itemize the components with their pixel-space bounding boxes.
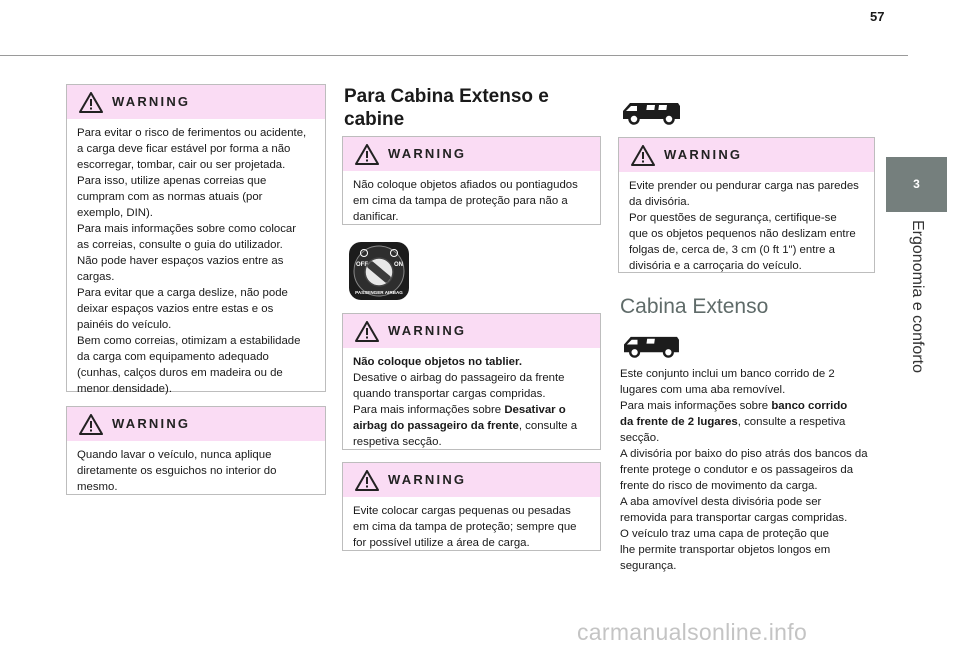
text-line: secção. (620, 432, 660, 444)
warning-box-dashboard (342, 313, 601, 450)
text-line: A divisória por baixo do piso atrás dos bancos da (620, 448, 868, 460)
reference-link-text: Desativar o (504, 404, 566, 416)
header-divider (0, 55, 908, 56)
warning-box-load-stability (66, 84, 326, 395)
text-line: Desative o airbag do passageiro da frente (353, 372, 565, 384)
text-line: quando transportar cargas compridas. (353, 388, 546, 400)
warning-text (619, 172, 874, 280)
warning-title: WARNING (388, 472, 467, 487)
warning-triangle-icon (355, 470, 379, 491)
van-extenso-icon (620, 332, 682, 359)
text-line: Não coloque objetos afiados ou pontiagudos (353, 179, 578, 191)
text-line: A aba amovível desta divisória pode ser (620, 496, 822, 508)
title-line: cabine (344, 109, 405, 130)
text-line: frente do risco de movimento da carga. (620, 480, 818, 492)
text-line: segurança. (620, 560, 677, 572)
warning-header (343, 314, 600, 348)
section-title-cabine (344, 85, 549, 131)
airbag-off-label: OFF (356, 262, 368, 268)
text-span: Para mais informações sobre (353, 404, 505, 416)
title-line: Para Cabina Extenso e (344, 86, 549, 107)
watermark: carmanualsonline.info (577, 619, 808, 645)
reference-link-text: banco corrido (771, 400, 848, 412)
warning-title: WARNING (112, 94, 191, 109)
text-line: Para evitar que a carga deslize, não pode (77, 287, 288, 299)
text-line: escorregar, tombar, cair ou ser projetada. (77, 159, 286, 171)
text-line: Por questões de segurança, certifique-se (629, 212, 837, 224)
text-line: painéis do veículo. (77, 319, 172, 331)
warning-triangle-icon (355, 144, 379, 165)
warning-triangle-icon (355, 321, 379, 342)
text-line (620, 398, 882, 414)
warning-text (343, 497, 600, 557)
warning-text (343, 348, 600, 456)
section-title-cabina-extenso: Cabina Extenso (620, 295, 769, 318)
text-line: Para evitar o risco de ferimentos ou acidente, (77, 127, 307, 139)
text-line: cargas. (77, 271, 115, 283)
warning-triangle-icon (79, 414, 103, 435)
text-line: Para isso, utilize apenas correias que (77, 175, 267, 187)
text-line: a carga deve ficar estável por forma a não (77, 143, 291, 155)
text-line: Evite colocar cargas pequenas ou pesadas (353, 505, 571, 517)
warning-box-partition (618, 137, 875, 273)
warning-text (67, 441, 325, 501)
warning-triangle-icon (631, 145, 655, 166)
text-line (353, 418, 591, 434)
text-line: menor densidade). (77, 383, 172, 395)
chapter-label: Ergonomia e conforto (908, 220, 926, 373)
text-line: removida para transportar cargas compridas. (620, 512, 848, 524)
airbag-on-label: ON (394, 262, 403, 268)
passenger-airbag-switch-icon (348, 241, 410, 301)
reference-link-text: da frente de 2 lugares (620, 416, 738, 428)
text-line: (cunhas, calços duros em madeira ou de (77, 367, 283, 379)
van-cabine-icon (620, 98, 682, 126)
text-line: lhe permite transportar objetos longos em (620, 544, 831, 556)
text-line: respetiva secção. (353, 436, 442, 448)
page-number: 57 (870, 9, 885, 24)
reference-link-text: airbag do passageiro da frente (353, 420, 519, 432)
text-line: mesmo. (77, 481, 118, 493)
text-line (620, 414, 882, 430)
warning-header (343, 463, 600, 497)
text-line: exemplo, DIN). (77, 207, 153, 219)
text-line: Não coloque objetos no tablier. (353, 356, 522, 368)
text-span: , consulte a respetiva (737, 416, 846, 428)
text-line (353, 402, 591, 418)
text-line: que os objetos pequenos não deslizam entre (629, 228, 856, 240)
warning-header (619, 138, 874, 172)
text-line: folgas de, cerca de, 3 cm (0 ft 1") entre a (629, 244, 836, 256)
warning-text (343, 171, 600, 231)
warning-header (67, 407, 325, 441)
text-line: as correias, consulte o guia do utilizador. (77, 239, 283, 251)
warning-text (67, 119, 325, 403)
warning-box-sharp-objects (342, 136, 601, 225)
text-line: em cima da tampa de proteção; sempre que (353, 521, 577, 533)
text-line: O veículo traz uma capa de proteção que (620, 528, 829, 540)
text-span: Para mais informações sobre (620, 400, 772, 412)
warning-box-washing (66, 406, 326, 495)
text-line: Não pode haver espaços vazios entre as (77, 255, 284, 267)
text-line: Para mais informações sobre como colocar (77, 223, 297, 235)
text-line: diretamente os esguichos no interior do (77, 465, 277, 477)
text-line: divisória e a carroçaria do veículo. (629, 260, 802, 272)
text-line: Este conjunto inclui um banco corrido de 2 (620, 368, 835, 380)
chapter-tab[interactable]: 3 (886, 157, 947, 212)
warning-title: WARNING (112, 416, 191, 431)
text-line: lugares com uma aba removível. (620, 384, 786, 396)
text-line: deixar espaços vazios entre estas e os (77, 303, 274, 315)
warning-title: WARNING (664, 147, 743, 162)
text-line: Quando lavar o veículo, nunca aplique (77, 449, 272, 461)
warning-title: WARNING (388, 146, 467, 161)
text-span: , consulte a (518, 420, 578, 432)
text-line: Evite prender ou pendurar carga nas paredes (629, 180, 859, 192)
text-line: for possível utilize a área de carga. (353, 537, 530, 549)
airbag-caption: PASSENGER AIRBAG (355, 290, 403, 295)
warning-header (343, 137, 600, 171)
text-line: frente protege o condutor e os passageiros da (620, 464, 854, 476)
chapter-label-container (886, 220, 947, 380)
text-line: danificar. (353, 211, 399, 223)
warning-triangle-icon (79, 92, 103, 113)
warning-box-heavy-loads (342, 462, 601, 551)
text-line: da carga com equipamento adequado (77, 351, 269, 363)
warning-header (67, 85, 325, 119)
text-line: Bem como correias, otimizam a estabilidade (77, 335, 301, 347)
text-line: da divisória. (629, 196, 690, 208)
warning-title: WARNING (388, 323, 467, 338)
section-body-text (620, 366, 882, 574)
text-line: em cima da tampa de proteção para não a (353, 195, 568, 207)
text-line: cumpram com as normas atuais (por (77, 191, 263, 203)
